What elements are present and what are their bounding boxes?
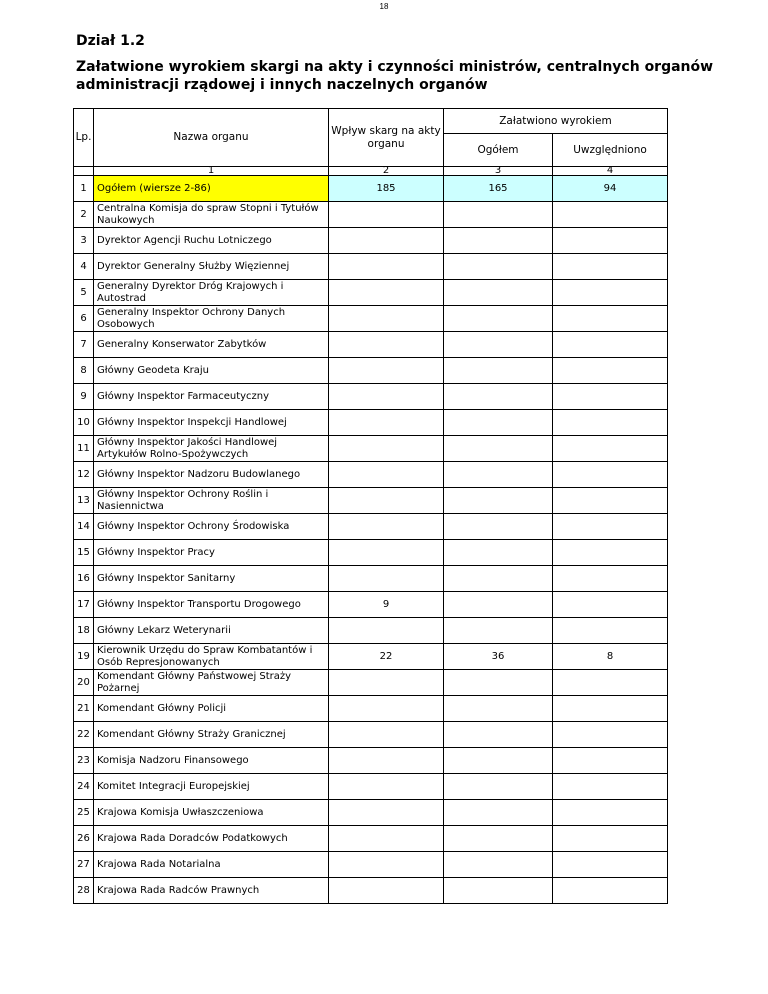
row-name: Generalny Inspektor Ochrony Danych Osobowych xyxy=(94,306,329,332)
row-received xyxy=(329,774,444,800)
table-row xyxy=(74,410,668,436)
row-received xyxy=(329,852,444,878)
row-total xyxy=(444,774,553,800)
row-total xyxy=(444,826,553,852)
row-upheld xyxy=(553,748,668,774)
row-name: Główny Inspektor Farmaceutyczny xyxy=(94,384,329,410)
header-row-1 xyxy=(74,109,668,134)
row-upheld xyxy=(553,592,668,618)
row-received xyxy=(329,696,444,722)
row-total xyxy=(444,696,553,722)
row-received xyxy=(329,358,444,384)
column-number-4: 4 xyxy=(553,167,668,176)
row-name: Komisja Nadzoru Finansowego xyxy=(94,748,329,774)
row-lp: 24 xyxy=(74,774,94,800)
row-total xyxy=(444,254,553,280)
row-total xyxy=(444,800,553,826)
row-upheld xyxy=(553,800,668,826)
table-row xyxy=(74,748,668,774)
row-lp: 7 xyxy=(74,332,94,358)
row-lp: 5 xyxy=(74,280,94,306)
row-received xyxy=(329,748,444,774)
row-lp: 22 xyxy=(74,722,94,748)
table-row xyxy=(74,644,668,670)
table-row xyxy=(74,566,668,592)
row-lp: 12 xyxy=(74,462,94,488)
row-lp: 18 xyxy=(74,618,94,644)
row-name: Krajowa Komisja Uwłaszczeniowa xyxy=(94,800,329,826)
row-received: 22 xyxy=(329,644,444,670)
row-received xyxy=(329,228,444,254)
row-upheld xyxy=(553,566,668,592)
row-lp: 23 xyxy=(74,748,94,774)
row-name: Generalny Konserwator Zabytków xyxy=(94,332,329,358)
table-row xyxy=(74,592,668,618)
row-received xyxy=(329,254,444,280)
row-total xyxy=(444,410,553,436)
header-total: Ogółem xyxy=(444,134,553,167)
table-row xyxy=(74,514,668,540)
column-number-row xyxy=(74,167,668,176)
row-name: Dyrektor Agencji Ruchu Lotniczego xyxy=(94,228,329,254)
row-total: 165 xyxy=(444,176,553,202)
row-received xyxy=(329,410,444,436)
row-lp: 11 xyxy=(74,436,94,462)
row-total xyxy=(444,592,553,618)
row-total xyxy=(444,514,553,540)
row-upheld xyxy=(553,462,668,488)
row-received xyxy=(329,462,444,488)
table-row xyxy=(74,774,668,800)
row-total xyxy=(444,670,553,696)
table-row xyxy=(74,306,668,332)
row-received xyxy=(329,878,444,904)
row-name: Krajowa Rada Doradców Podatkowych xyxy=(94,826,329,852)
row-name: Główny Inspektor Sanitarny xyxy=(94,566,329,592)
complaints-table xyxy=(73,108,668,904)
row-lp: 4 xyxy=(74,254,94,280)
row-upheld xyxy=(553,852,668,878)
row-lp: 16 xyxy=(74,566,94,592)
row-received xyxy=(329,306,444,332)
row-name: Główny Inspektor Nadzoru Budowlanego xyxy=(94,462,329,488)
row-received: 9 xyxy=(329,592,444,618)
row-name: Krajowa Rada Radców Prawnych xyxy=(94,878,329,904)
row-upheld xyxy=(553,410,668,436)
row-received xyxy=(329,384,444,410)
row-lp: 17 xyxy=(74,592,94,618)
row-received xyxy=(329,202,444,228)
row-received xyxy=(329,670,444,696)
row-lp: 21 xyxy=(74,696,94,722)
row-upheld: 94 xyxy=(553,176,668,202)
row-lp: 6 xyxy=(74,306,94,332)
table-row xyxy=(74,540,668,566)
row-upheld xyxy=(553,358,668,384)
table-row xyxy=(74,696,668,722)
table-row xyxy=(74,228,668,254)
column-number-2: 2 xyxy=(329,167,444,176)
row-lp: 25 xyxy=(74,800,94,826)
row-upheld xyxy=(553,826,668,852)
table-row xyxy=(74,878,668,904)
row-total xyxy=(444,748,553,774)
row-upheld xyxy=(553,306,668,332)
row-name: Główny Inspektor Ochrony Roślin i Nasiennictwa xyxy=(94,488,329,514)
row-name: Generalny Dyrektor Dróg Krajowych i Autostrad xyxy=(94,280,329,306)
table-row xyxy=(74,202,668,228)
column-number-1: 1 xyxy=(94,167,329,176)
row-total xyxy=(444,332,553,358)
row-lp: 27 xyxy=(74,852,94,878)
header-name: Nazwa organu xyxy=(94,109,329,167)
row-lp: 13 xyxy=(74,488,94,514)
row-name: Główny Lekarz Weterynarii xyxy=(94,618,329,644)
row-total xyxy=(444,280,553,306)
row-upheld xyxy=(553,774,668,800)
row-lp: 3 xyxy=(74,228,94,254)
row-upheld xyxy=(553,384,668,410)
table-row xyxy=(74,384,668,410)
row-received xyxy=(329,826,444,852)
table-row xyxy=(74,670,668,696)
table-row xyxy=(74,436,668,462)
row-received xyxy=(329,488,444,514)
row-received xyxy=(329,618,444,644)
table-row xyxy=(74,332,668,358)
table-row xyxy=(74,176,668,202)
row-name: Komendant Główny Policji xyxy=(94,696,329,722)
row-upheld xyxy=(553,254,668,280)
row-lp: 20 xyxy=(74,670,94,696)
table-row xyxy=(74,852,668,878)
header-received: Wpływ skarg na akty organu xyxy=(329,109,444,167)
row-received: 185 xyxy=(329,176,444,202)
row-total xyxy=(444,228,553,254)
table-row xyxy=(74,800,668,826)
row-total xyxy=(444,878,553,904)
column-number-3: 3 xyxy=(444,167,553,176)
row-total xyxy=(444,540,553,566)
row-upheld xyxy=(553,878,668,904)
table-row xyxy=(74,462,668,488)
row-upheld xyxy=(553,280,668,306)
row-upheld xyxy=(553,488,668,514)
row-received xyxy=(329,800,444,826)
table-row xyxy=(74,358,668,384)
table-row xyxy=(74,722,668,748)
table-row xyxy=(74,618,668,644)
row-received xyxy=(329,280,444,306)
section-heading: Dział 1.2 xyxy=(76,33,145,49)
table-row xyxy=(74,254,668,280)
row-upheld xyxy=(553,722,668,748)
row-lp: 28 xyxy=(74,878,94,904)
row-lp: 1 xyxy=(74,176,94,202)
row-name: Główny Geodeta Kraju xyxy=(94,358,329,384)
header-upheld: Uwzględniono xyxy=(553,134,668,167)
row-lp: 26 xyxy=(74,826,94,852)
row-total xyxy=(444,488,553,514)
table-row xyxy=(74,280,668,306)
row-total xyxy=(444,852,553,878)
row-received xyxy=(329,722,444,748)
row-total xyxy=(444,358,553,384)
row-received xyxy=(329,514,444,540)
table-row xyxy=(74,488,668,514)
row-name: Komitet Integracji Europejskiej xyxy=(94,774,329,800)
page-title: Załatwione wyrokiem skargi na akty i czynności ministrów, centralnych organów administracji rządowej i innych naczelnych organów xyxy=(76,59,714,93)
header-lp: Lp. xyxy=(74,109,94,167)
row-received xyxy=(329,540,444,566)
row-upheld xyxy=(553,540,668,566)
row-received xyxy=(329,566,444,592)
row-upheld xyxy=(553,618,668,644)
row-total xyxy=(444,618,553,644)
row-total: 36 xyxy=(444,644,553,670)
table-row xyxy=(74,826,668,852)
row-total xyxy=(444,722,553,748)
row-upheld xyxy=(553,332,668,358)
row-lp: 19 xyxy=(74,644,94,670)
row-upheld xyxy=(553,514,668,540)
row-upheld xyxy=(553,228,668,254)
row-total xyxy=(444,436,553,462)
row-lp: 14 xyxy=(74,514,94,540)
row-name: Komendant Główny Straży Granicznej xyxy=(94,722,329,748)
row-name: Kierownik Urzędu do Spraw Kombatantów i Osób Represjonowanych xyxy=(94,644,329,670)
row-name: Ogółem (wiersze 2-86) xyxy=(94,176,329,202)
row-upheld xyxy=(553,436,668,462)
row-lp: 15 xyxy=(74,540,94,566)
row-name: Główny Inspektor Inspekcji Handlowej xyxy=(94,410,329,436)
row-name: Dyrektor Generalny Służby Więziennej xyxy=(94,254,329,280)
row-upheld xyxy=(553,202,668,228)
row-upheld xyxy=(553,670,668,696)
row-total xyxy=(444,306,553,332)
row-name: Centralna Komisja do spraw Stopni i Tytułów Naukowych xyxy=(94,202,329,228)
row-upheld: 8 xyxy=(553,644,668,670)
page-number: 18 xyxy=(379,2,389,11)
row-received xyxy=(329,332,444,358)
row-name: Główny Inspektor Pracy xyxy=(94,540,329,566)
row-upheld xyxy=(553,696,668,722)
row-lp: 2 xyxy=(74,202,94,228)
row-name: Krajowa Rada Notarialna xyxy=(94,852,329,878)
column-number-blank xyxy=(74,167,94,176)
row-name: Główny Inspektor Ochrony Środowiska xyxy=(94,514,329,540)
row-received xyxy=(329,436,444,462)
row-name: Główny Inspektor Transportu Drogowego xyxy=(94,592,329,618)
row-lp: 10 xyxy=(74,410,94,436)
row-total xyxy=(444,462,553,488)
row-lp: 8 xyxy=(74,358,94,384)
row-total xyxy=(444,566,553,592)
row-total xyxy=(444,202,553,228)
header-resolved-group: Załatwiono wyrokiem xyxy=(444,109,668,134)
row-name: Komendant Główny Państwowej Straży Pożarnej xyxy=(94,670,329,696)
row-total xyxy=(444,384,553,410)
row-name: Główny Inspektor Jakości Handlowej Artykułów Rolno-Spożywczych xyxy=(94,436,329,462)
row-lp: 9 xyxy=(74,384,94,410)
